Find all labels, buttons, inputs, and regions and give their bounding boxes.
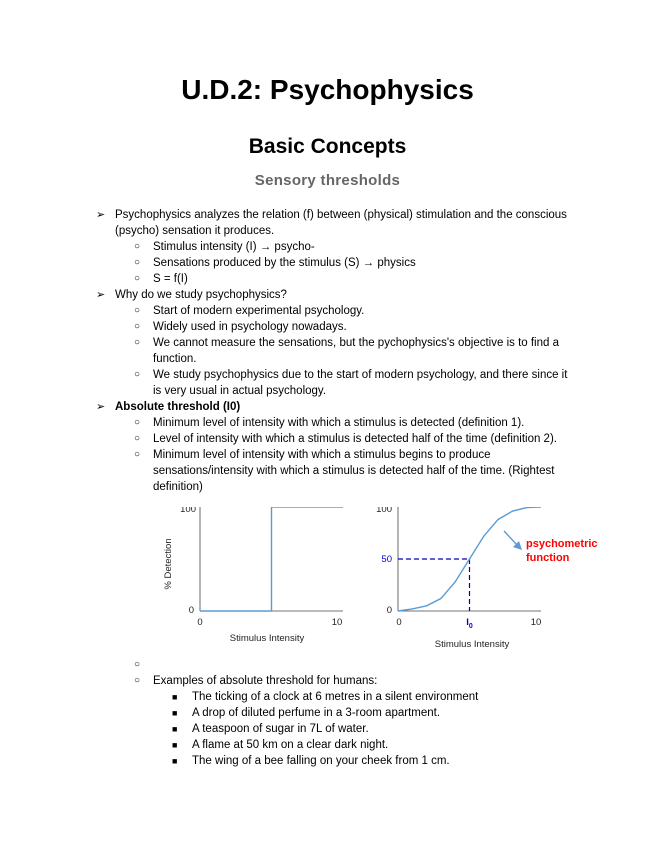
sub-list-item <box>0 335 655 367</box>
list-item <box>0 207 655 239</box>
threshold-y-label: 50 <box>381 554 392 565</box>
y-axis-label: % Detection <box>163 538 174 590</box>
sub-list-item-text: We cannot measure the sensations, but the pychophysics's objective is to find a function. <box>153 337 559 365</box>
square-bullet-icon: ■ <box>172 692 178 702</box>
sub-list-item <box>0 255 655 271</box>
sub-sub-list-item-text: A flame at 50 km on a clear dark night. <box>192 739 389 751</box>
sub-sub-list-item <box>0 705 655 721</box>
sub-sub-list-item-text: A teaspoon of sugar in 7L of water. <box>192 723 369 735</box>
step-curve <box>200 507 343 611</box>
square-bullet-icon: ■ <box>172 724 178 734</box>
y-tick-label: 0 <box>188 605 194 616</box>
list-item-text: Psychophysics analyzes the relation (f) between (physical) stimulation and the conscious (psycho) sensation it produces. <box>115 209 567 237</box>
circle-bullet-icon: ○ <box>134 433 141 444</box>
sub-sub-list-item-text: The ticking of a clock at 6 metres in a silent environment <box>192 691 479 703</box>
x-tick-label: 10 <box>530 617 542 628</box>
sub-list-item <box>0 367 655 399</box>
page-title: U.D.2: Psychophysics <box>181 74 474 105</box>
y-tick-label: 0 <box>386 605 392 616</box>
sub-sub-list-item <box>0 753 655 769</box>
list-item <box>0 287 655 303</box>
annotation-label: function <box>526 552 570 564</box>
list-item-text: Absolute threshold (I0) <box>115 401 241 413</box>
sub-list-item-text: We study psychophysics due to the start of modern psychology, and there since it is very usual in actual psychology. <box>153 369 568 397</box>
sub-list-item-text: Level of intensity with which a stimulus is detected half of the time (definition 2). <box>153 433 557 445</box>
sub-list-item-text: Sensations produced by the stimulus (S) → physics <box>153 257 416 269</box>
sub-sub-list-item-text: A drop of diluted perfume in a 3-room apartment. <box>192 707 441 719</box>
square-bullet-icon: ■ <box>172 756 178 766</box>
circle-bullet-icon: ○ <box>134 321 141 332</box>
arrow-bullet-icon: ➢ <box>96 289 106 301</box>
sub-sub-list-item <box>0 689 655 705</box>
x-tick-label: 0 <box>197 617 203 628</box>
x-axis-label: Stimulus Intensity <box>229 633 305 644</box>
sub-sub-list-item <box>0 737 655 753</box>
threshold-figures <box>0 495 655 657</box>
circle-bullet-icon: ○ <box>134 369 141 380</box>
psychometric-function-chart <box>356 507 616 657</box>
section-heading: Basic Concepts <box>248 135 407 158</box>
sub-sub-list-item-text: The wing of a bee falling on your cheek from 1 cm. <box>192 755 450 767</box>
sub-list-item <box>0 239 655 255</box>
threshold-x-label: $I_0$ <box>466 617 473 630</box>
x-tick-label: 10 <box>331 617 343 628</box>
sub-list-item-text: Examples of absolute threshold for humans: <box>153 675 378 687</box>
y-tick-label: 100 <box>180 507 196 515</box>
sub-list-item <box>0 447 655 495</box>
x-axis-label: Stimulus Intensity <box>434 639 510 650</box>
annotation-arrow <box>504 531 518 546</box>
sub-list-item-text: Start of modern experimental psychology. <box>153 305 365 317</box>
sub-list-item <box>0 303 655 319</box>
empty-sub-list-item <box>0 657 655 673</box>
list-item <box>0 399 655 415</box>
circle-bullet-icon: ○ <box>134 273 141 284</box>
list-item-text: Why do we study psychophysics? <box>115 289 287 301</box>
x-tick-label: 0 <box>396 617 402 628</box>
sub-list-item <box>0 319 655 335</box>
y-tick-label: 100 <box>376 507 392 515</box>
square-bullet-icon: ■ <box>172 708 178 718</box>
subsection-heading: Sensory thresholds <box>254 172 401 189</box>
sub-list-item-text: S = f(I) <box>153 273 188 285</box>
circle-bullet-icon: ○ <box>134 241 141 252</box>
sub-list-item <box>0 431 655 447</box>
sub-list-item <box>0 415 655 431</box>
sub-list-item-text: Stimulus intensity (I) → psycho- <box>153 241 315 253</box>
sub-sub-list-item <box>0 721 655 737</box>
document-body <box>0 207 655 769</box>
arrow-bullet-icon: ➢ <box>96 401 106 413</box>
circle-bullet-icon: ○ <box>134 337 141 348</box>
sub-list-item <box>0 673 655 689</box>
circle-bullet-icon: ○ <box>134 257 141 268</box>
arrow-bullet-icon: ➢ <box>96 209 106 221</box>
sub-list-item <box>0 271 655 287</box>
circle-bullet-icon: ○ <box>134 449 141 460</box>
circle-bullet-icon: ○ <box>134 675 141 686</box>
sub-list-item-text: Minimum level of intensity with which a stimulus is detected (definition 1). <box>153 417 525 429</box>
sub-list-item-text: Minimum level of intensity with which a stimulus begins to produce sensations/intensity with which a stimulus is detected half of the time. (Rightest definition) <box>153 449 555 493</box>
annotation-label: psychometric <box>526 538 598 550</box>
circle-bullet-icon: ○ <box>134 417 141 428</box>
circle-bullet-icon: ○ <box>134 659 141 670</box>
sub-list-item-text: Widely used in psychology nowadays. <box>153 321 347 333</box>
square-bullet-icon: ■ <box>172 740 178 750</box>
circle-bullet-icon: ○ <box>134 305 141 316</box>
step-function-chart <box>160 507 355 657</box>
